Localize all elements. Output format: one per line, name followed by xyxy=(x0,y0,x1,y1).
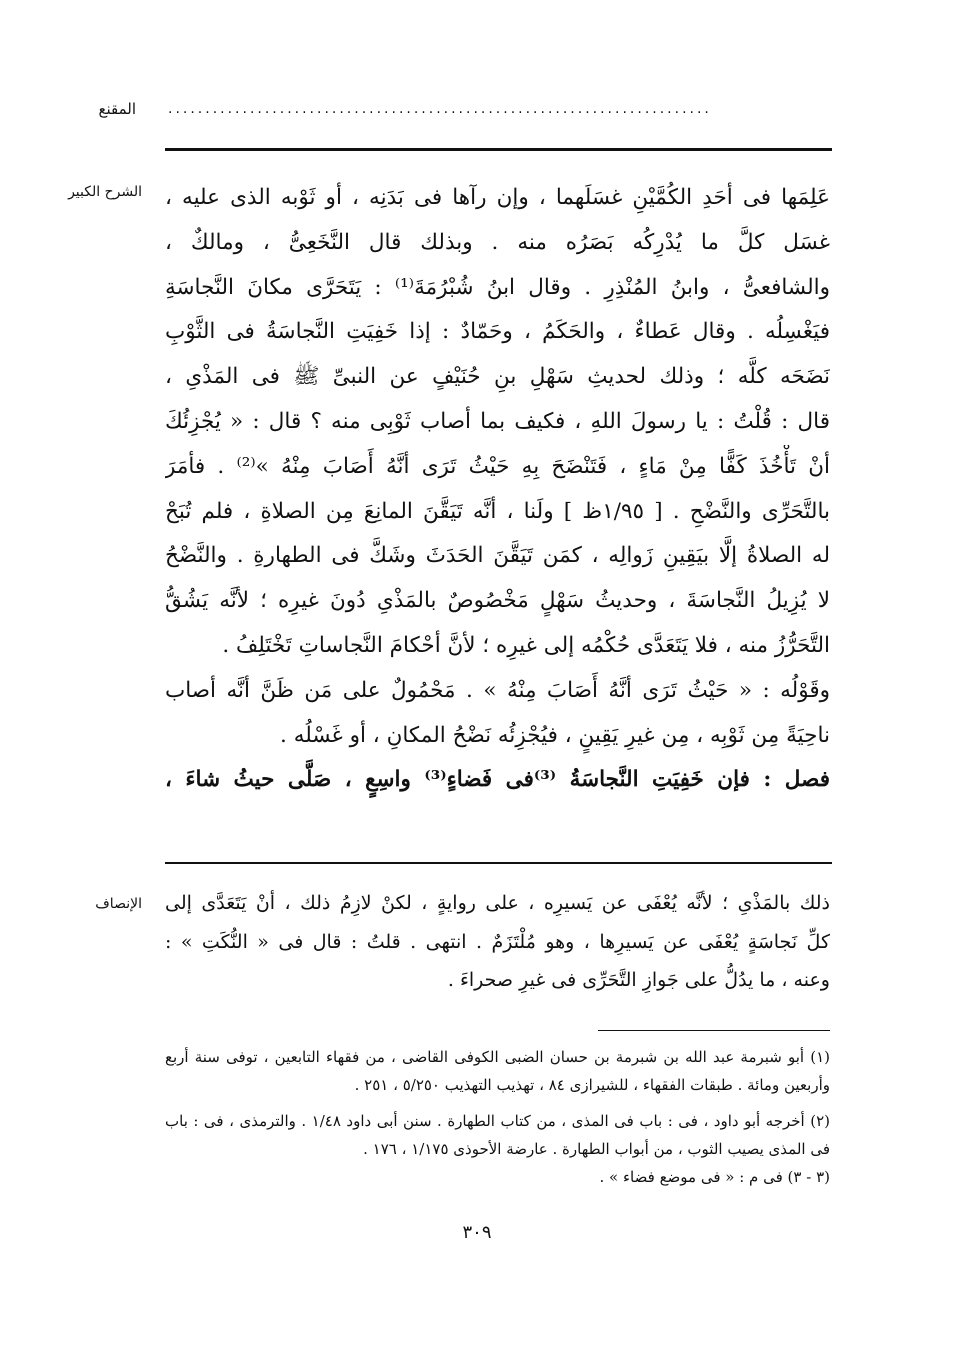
main-text-line: نَضَحَه كلَّه ؛ وذلك لحديثِ سَهْلِ بنِ حُنَيْفٍ عن النبىِّ ﷺ فى المَذْىِ ، xyxy=(165,364,830,390)
insaf-text-block xyxy=(165,884,830,1000)
main-text-line: بالتَّحَرِّى والنَّضْحِ . [ ١/٩٥ظ ] ولَنا ، أنَّه تَيَقَّنَ المانِعَ مِن الصلاةِ ، فلم تُبَحْ xyxy=(165,498,830,524)
main-text-line: والشافعىُّ ، وابنُ المُنْذِرِ . وقال ابنُ شُبْرُمَةَ⁽¹⁾ : يَتَحَرَّى مكانَ النَّجاسَةِ xyxy=(165,274,830,300)
main-text-line: ناحِيَةً مِن ثَوْبِه ، مِن غيرِ يَقِينٍ ، فيُجْزِئُه نَضْحُ المكانِ ، أو غَسْلُه . xyxy=(280,722,830,748)
main-text-line: قال : قُلْتُ : يا رسولَ اللهِ ، فكيف بما أصاب ثَوْبِى منه ؟ قال : « يُجْزِئُكَ xyxy=(165,408,830,434)
side-label-sharh: الشرح الكبير xyxy=(68,184,142,200)
footnote-1-line: وأربعين ومائة . طبقات الفقهاء ، للشيرازى ٨٤ ، تهذيب التهذيب ٥/٢٥٠ ، ٢٥١ . xyxy=(354,1076,830,1094)
main-text-line-fasl: فصل : فإن خَفِيَتِ النَّجاسَةُ ⁽³⁾فى فَضاءٍ⁽³⁾ واسِعٍ ، صَلَّى حيثُ شاءَ ، xyxy=(165,767,830,793)
main-text-line: أنْ تَأْخُذَ كَفًّا مِنْ مَاءٍ ، فَتَنْضَحَ بِهِ حَيْثُ تَرَى أنَّهُ أَصَابَ مِنْهُ »⁽²⁾ . فأمَرَ xyxy=(165,453,830,479)
running-header-title: المقنع xyxy=(98,100,136,118)
footnote-1-line: (١) أبو شبرمة عبد الله بن شبرمة بن حسان الضبى الكوفى القاضى ، من فقهاء التابعين ، توفى سنة أربع xyxy=(165,1048,830,1066)
header-dotted-leader: ········································································· xyxy=(168,105,712,121)
footnotes-block xyxy=(165,1043,830,1191)
footnote-3-line: (٣ - ٣) فى م : « فى موضع فضاء » . xyxy=(599,1168,830,1186)
header-rule xyxy=(165,148,832,151)
footnote-separator-rule xyxy=(598,1030,830,1031)
main-text-line: له الصلاةُ إلَّا بيَقِينِ زَوالِه ، كمَن تَيَقَّنَ الحَدَثَ وشَكَّ فى الطهارةِ . والنَّضْحُ xyxy=(165,543,830,569)
main-text-line: لا يُزِيلُ النَّجاسَةَ ، وحديثُ سَهْلٍ مَخْصُوصٌ بالمَذْىِ دُونَ غيرِه ؛ لأنَّه يَشُقُّ xyxy=(165,588,830,614)
main-text-block xyxy=(165,176,830,803)
main-text-line: عَلِمَها فى أحَدِ الكُمَّيْنِ غسَلَهما ، وإن رآها فى بَدَنِه ، أو ثَوْبه الذى عليه ، xyxy=(165,185,830,210)
section-divider-rule xyxy=(165,862,832,864)
insaf-text-line: كلِّ نَجاسَةٍ يُعْفَى عن يَسيرِها ، وهو مُلْتَزَمٌ . انتهى . قلتُ : قال فى « النُّكَتِ » : xyxy=(165,930,830,953)
footnote-2-line: (٢) أخرجه أبو داود ، فى : باب فى المذى ، من كتاب الطهارة . سنن أبى داود ١/٤٨ . والترمذى ، فى : باب xyxy=(165,1112,830,1130)
page-number: ٣٠٩ xyxy=(462,1222,492,1243)
main-text-line: فيَغْسِلُه . وقال عَطاءٌ ، والحَكَمُ ، وحَمّادٌ : إذا خَفِيَتِ النَّجاسَةُ فى الثَّوْبِ xyxy=(165,319,830,345)
footnote-2-line: فى المذى يصيب الثوب ، من أبواب الطهارة . عارضة الأحوذى ١/١٧٥ ، ١٧٦ . xyxy=(363,1140,830,1158)
main-text-line: التَّحَرُّزُ منه ، فلا يَتَعَدَّى حُكْمُه إلى غيرِه ؛ لأنَّ أحْكامَ النَّجاساتِ تَخْتَلِفُ . xyxy=(222,632,830,658)
main-text-line: غسَل كلَّ ما يُدْرِكُه بَصَرُه منه . وبذلك قال النَّخَعِىُّ ، ومالكٌ ، xyxy=(165,229,830,255)
insaf-text-line: ذلك بالمَذْىِ ؛ لأنَّه يُعْفَى عن يَسيرِه ، على روايةٍ ، لكنْ لازِمُ ذلك ، أنْ يَتَعَدَّى إلى xyxy=(165,892,830,914)
insaf-text-line: وعنه ، ما يدُلُّ على جَوازِ التَّحَرِّى فى غيرِ صحراءَ . xyxy=(447,969,830,992)
side-label-insaf: الإنصاف xyxy=(95,896,142,912)
main-text-line: وقَوْلُه : « حَيْثُ تَرَى أنَّهُ أَصَابَ مِنْهُ » . مَحْمُولٌ على مَن ظَنَّ أنَّه أصاب xyxy=(165,677,830,703)
